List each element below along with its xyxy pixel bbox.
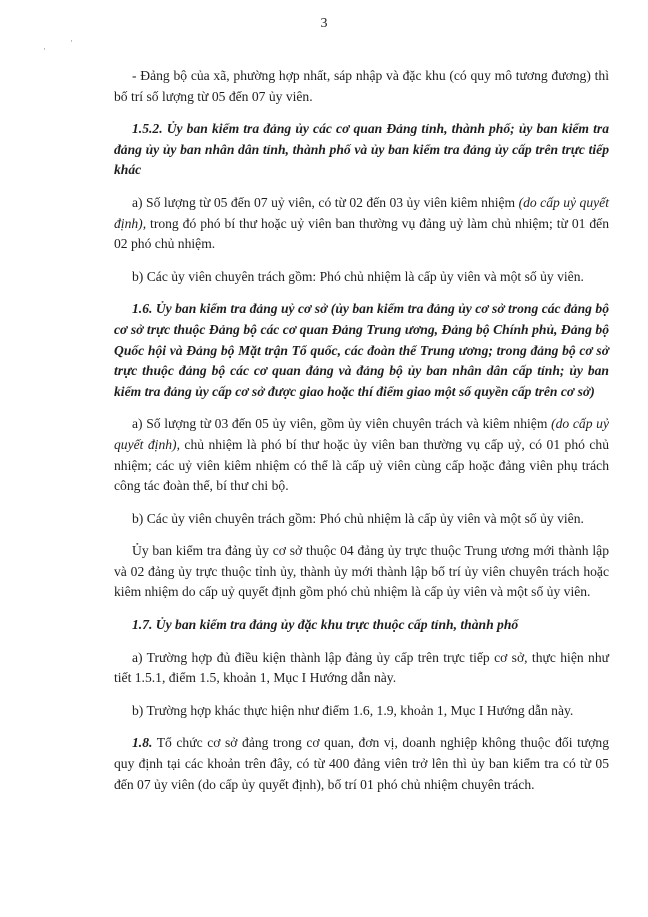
paragraph-1-7-a: a) Trường hợp đủ điều kiện thành lập đảng ủy cấp trên trực tiếp cơ sở, thực hiện như tiết 1.5.1, điểm 1.5, khoản 1, Mục I Hướng dẫn này. bbox=[114, 649, 609, 686]
paragraph-text: a) Số lượng từ 05 đến 07 uỷ viên, có từ 02 đến 03 ủy viên kiêm nhiệm bbox=[132, 194, 519, 210]
section-number: 1.8. bbox=[132, 735, 153, 751]
paragraph-1-6-a bbox=[114, 414, 609, 496]
paragraph-text: , chủ nhiệm là phó bí thư hoặc ủy viên ban thường vụ cấp uỷ, có 01 phó chủ nhiệm; các uỷ viên kiêm nhiệm có thể là cấp uỷ viên cùng cấp hoặc đảng viên phụ trách công tác đoàn thể, bí thư chi bộ. bbox=[114, 436, 610, 494]
heading-1-5-2: 1.5.2. Ủy ban kiểm tra đảng ủy các cơ quan Đảng tỉnh, thành phố; ủy ban kiểm tra đảng ủy ủy ban nhân dân tỉnh, thành phố và ủy ban kiểm tra đảng ủy cấp trên trực tiếp khác bbox=[114, 121, 609, 178]
paragraph-1-6-b: b) Các ủy viên chuyên trách gồm: Phó chủ nhiệm là cấp ủy viên và một số ủy viên. bbox=[132, 510, 584, 526]
paragraph-1-6-c: Ủy ban kiểm tra đảng ủy cơ sở thuộc 04 đảng ủy trực thuộc Trung ương mới thành lập và 02 đảng ủy trực thuộc tỉnh ủy, thành ủy mới thành lập bố trí ủy viên chuyên trách hoặc kiêm nhiệm do cấp uỷ quyết định gồm phó chủ nhiệm là cấp ủy viên và một số ủy viên. bbox=[114, 543, 609, 600]
italic-note: (do cấp uỷ quyết định) bbox=[114, 416, 609, 452]
paragraph-text: trong đó phó bí thư hoặc uỷ viên ban thường vụ đảng uỷ làm chủ nhiệm; từ 01 đến 02 phó chủ nhiệm. bbox=[114, 215, 609, 252]
paragraph-1-5-2-b: b) Các ủy viên chuyên trách gồm: Phó chủ nhiệm là cấp ủy viên và một số ủy viên. bbox=[132, 268, 584, 284]
scan-speck: · bbox=[70, 36, 73, 46]
paragraph-1-5-2-a bbox=[114, 193, 609, 255]
document-body bbox=[114, 66, 609, 807]
italic-note: (do cấp uỷ quyết định), bbox=[114, 194, 609, 231]
page-number: 3 bbox=[320, 16, 328, 31]
paragraph-text: a) Số lượng từ 03 đến 05 ủy viên, gồm ủy viên chuyên trách và kiêm nhiệm bbox=[132, 416, 552, 432]
paragraph-text: Tổ chức cơ sở đảng trong cơ quan, đơn vị, doanh nghiệp không thuộc đối tượng quy định tại các khoản trên đây, có từ 400 đảng viên trở lên thì ủy ban kiểm tra có từ 05 đến 07 ủy viên (do cấp ủy quyết định), bố trí 01 phó chủ nhiệm chuyên trách. bbox=[114, 735, 609, 792]
scan-speck: · bbox=[43, 44, 46, 54]
paragraph-1-7-b: b) Trường hợp khác thực hiện như điểm 1.6, 1.9, khoản 1, Mục I Hướng dẫn này. bbox=[132, 702, 574, 718]
heading-1-7: 1.7. Ủy ban kiểm tra đảng ủy đặc khu trực thuộc cấp tỉnh, thành phố bbox=[132, 617, 519, 633]
paragraph-dang-bo-xa: - Đảng bộ của xã, phường hợp nhất, sáp nhập và đặc khu (có quy mô tương đương) thì bố trí số lượng từ 05 đến 07 ủy viên. bbox=[114, 68, 609, 104]
heading-1-6: 1.6. Ủy ban kiểm tra đảng uỷ cơ sở (ủy ban kiểm tra đảng ủy cơ sở trong các đảng bộ cơ sở trực thuộc Đảng bộ các cơ quan Đảng Trung ương, Đảng bộ Chính phủ, Đảng bộ Quốc hội và Đảng bộ Mặt trận Tổ quốc, các đoàn thể Trung ương; trong đảng bộ cơ sở trực thuộc đảng bộ các cơ quan đảng và đảng bộ ủy ban nhân dân cấp tỉnh; ủy ban kiểm tra đảng ủy cấp cơ sở được giao hoặc thí điểm giao một số quyền cấp trên cơ sở) bbox=[114, 301, 609, 399]
paragraph-1-8 bbox=[114, 733, 609, 795]
